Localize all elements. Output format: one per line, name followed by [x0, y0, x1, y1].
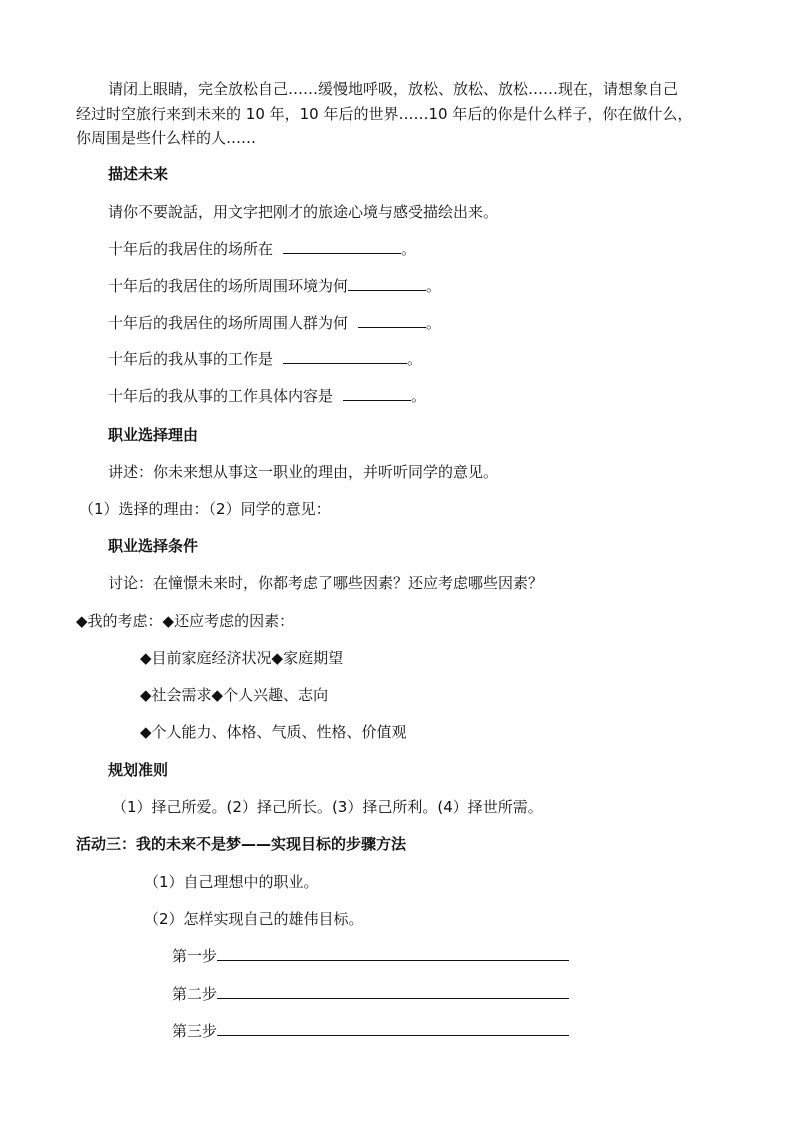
- future-question-1: [108, 239, 416, 259]
- answer-blank-4[interactable]: [283, 349, 407, 364]
- future-question-3-text: 十年后的我居住的场所周围人群为何: [108, 314, 349, 332]
- career-reason-heading: 职业选择理由: [108, 426, 199, 444]
- factor-line-2: ◆社会需求◆个人兴趣、志向: [140, 686, 329, 704]
- activity3-heading: 活动三：我的未来不是梦——实现目标的步骤方法: [76, 835, 407, 853]
- step-row-3: [172, 1021, 569, 1041]
- intro-line-1: 请闭上眼睛，完全放松自己……缓慢地呼吸，放松、放松、放松……现在，请想象自己: [108, 80, 679, 98]
- factor-line-3: ◆个人能力、体格、气质、性格、价值观: [140, 723, 407, 741]
- step-answer-line-3[interactable]: [217, 1021, 569, 1036]
- answer-blank-1[interactable]: [283, 239, 401, 254]
- activity3-item-1: （1）自己理想中的职业。: [144, 873, 319, 891]
- answer-blank-5[interactable]: [343, 386, 411, 401]
- factor-line-1: ◆目前家庭经济状况◆家庭期望: [140, 649, 344, 667]
- future-question-5-text: 十年后的我从事的工作具体内容是: [108, 387, 334, 405]
- future-question-5-end: 。: [411, 387, 427, 405]
- career-reason-prompt: 讲述：你未来想从事这一职业的理由，并听听同学的意见。: [108, 463, 499, 481]
- activity3-item-2: （2）怎样实现自己的雄伟目标。: [144, 910, 364, 928]
- planning-rules-heading: 规划准则: [108, 761, 169, 779]
- career-conditions-prompt: 讨论：在憧憬未来时，你都考虑了哪些因素？还应考虑哪些因素？: [108, 574, 544, 592]
- intro-line-3: 你周围是些什么样的人……: [76, 129, 257, 147]
- future-question-1-text: 十年后的我居住的场所在: [108, 240, 274, 258]
- step-answer-line-2[interactable]: [217, 984, 569, 999]
- future-question-4-end: 。: [407, 350, 423, 368]
- future-question-2-text: 十年后的我居住的场所周围环境为何: [108, 277, 349, 295]
- step-label-3: 第三步: [172, 1022, 218, 1040]
- future-question-3-end: 。: [426, 314, 442, 332]
- step-row-2: [172, 984, 569, 1004]
- future-question-5: [108, 386, 426, 406]
- planning-rules-text: （1）择己所爱。(2）择己所长。(3）择己所利。(4）择世所需。: [112, 798, 543, 816]
- consider-line: ◆我的考虑：◆还应考虑的因素：: [76, 612, 295, 630]
- career-reason-items: （1）选择的理由：（2）同学的意见：: [79, 500, 331, 518]
- answer-blank-2[interactable]: [348, 276, 426, 291]
- describe-future-instruction: 请你不要說話，用文字把刚才的旅途心境与感受描绘出来。: [108, 203, 499, 221]
- step-answer-line-1[interactable]: [217, 946, 569, 961]
- intro-line-2: 经过时空旅行来到未来的 10 年，10 年后的世界……10 年后的你是什么样子，你在做什么，: [76, 105, 693, 123]
- future-question-2: [108, 276, 441, 296]
- describe-future-heading: 描述未来: [108, 165, 169, 183]
- step-label-2: 第二步: [172, 985, 218, 1003]
- future-question-1-end: 。: [401, 240, 417, 258]
- future-question-3: [108, 313, 441, 333]
- career-conditions-heading: 职业选择条件: [108, 537, 199, 555]
- step-label-1: 第一步: [172, 947, 218, 965]
- future-question-4: [108, 349, 422, 369]
- future-question-4-text: 十年后的我从事的工作是: [108, 350, 274, 368]
- future-question-2-end: 。: [426, 277, 442, 295]
- answer-blank-3[interactable]: [358, 313, 426, 328]
- step-row-1: [172, 946, 569, 966]
